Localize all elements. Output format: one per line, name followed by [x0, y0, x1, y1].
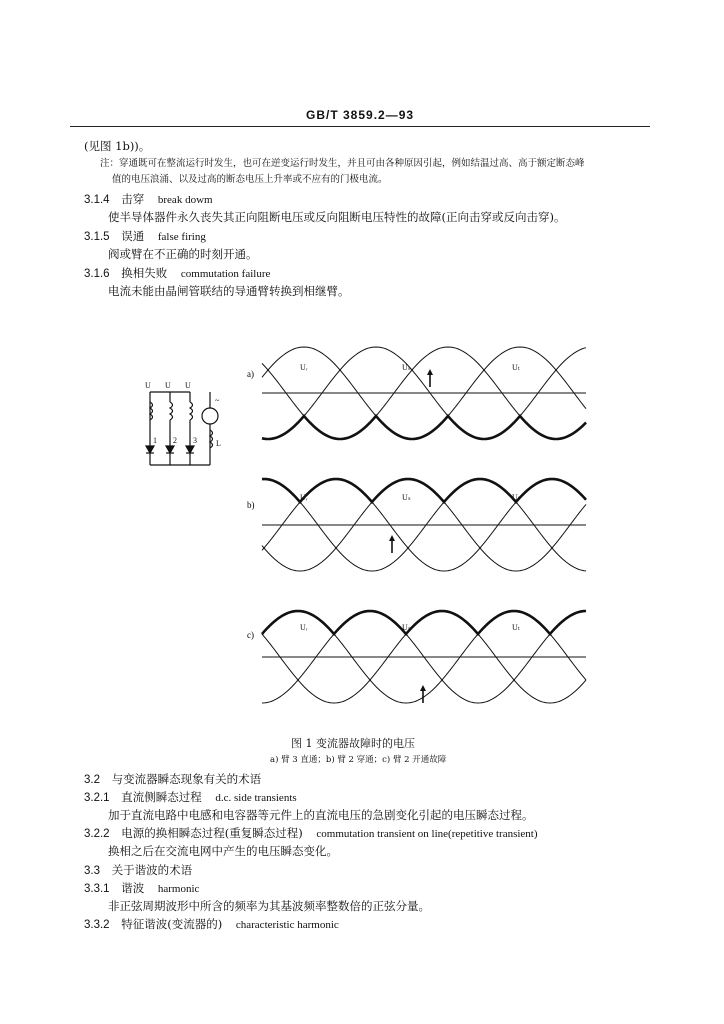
- panel-b-waveforms: [262, 479, 586, 571]
- term-cn: 谐波: [121, 881, 145, 895]
- panel-c-phase-label-1: Uᵣ: [300, 623, 308, 632]
- section-3-1-6-definition: 电流未能由晶闸管联结的导通臂转换到相继臂。: [108, 284, 350, 298]
- arm-number-2: 2: [173, 436, 177, 445]
- panel-b-phase-label-2: Uₛ: [402, 493, 411, 502]
- term-en: characteristic harmonic: [235, 919, 339, 931]
- panel-c-label: c): [247, 630, 254, 640]
- section-number: 3.3.1: [84, 883, 110, 895]
- term-cn: 击穿: [121, 192, 145, 206]
- section-3-1-6-heading: [84, 266, 270, 281]
- panel-c-fault-arrowhead: [420, 685, 426, 691]
- circuit-top-label-2: U: [165, 381, 171, 390]
- term-cn: 特征谐波(变流器的): [121, 917, 223, 931]
- section-3-2-2-definition: 换相之后在交流电网中产生的电压瞬态变化。: [108, 844, 338, 858]
- section-number: 3.2.2: [84, 828, 110, 840]
- section-number: 3.1.6: [84, 268, 110, 280]
- figure-subcaption: a) 臂 3 直通；b) 臂 2 穿通；c) 臂 2 开通故障: [270, 755, 447, 765]
- panel-a-waveforms: [262, 347, 586, 439]
- inductor-3: [190, 392, 193, 465]
- term-cn: 关于谐波的术语: [111, 863, 193, 877]
- section-number: 3.2.1: [84, 792, 110, 804]
- see-figure-line: (见图 1b))。: [84, 139, 151, 153]
- header-rule: [70, 126, 650, 127]
- panel-a-dc-envelope: [262, 416, 586, 439]
- section-number: 3.1.4: [84, 194, 110, 206]
- figure-1-graphic: [140, 330, 600, 725]
- section-3-1-4-heading: [84, 192, 213, 207]
- term-cn: 误通: [121, 229, 145, 243]
- source-label: ~: [215, 396, 220, 405]
- section-3-1-4-definition: 使半导体器件永久丧失其正向阻断电压或反向阻断电压特性的故障(正向击穿或反向击穿)。: [108, 210, 566, 224]
- section-3-2-2-heading: [84, 826, 538, 841]
- panel-a-phase-label-3: Uₜ: [512, 363, 521, 372]
- panel-b-label: b): [247, 500, 255, 510]
- ac-source-icon: [202, 408, 218, 424]
- diode-2: [166, 446, 174, 453]
- term-en: harmonic: [157, 883, 200, 895]
- section-3-1-5-definition: 阀或臂在不正确的时刻开通。: [108, 247, 258, 261]
- panel-b-fault-arrowhead: [389, 535, 395, 541]
- document-header: GB/T 3859.2—93: [306, 108, 415, 122]
- circuit-top-label-3: U: [185, 381, 191, 390]
- term-cn: 直流侧瞬态过程: [121, 790, 202, 804]
- section-3-2-1-heading: [84, 790, 297, 805]
- section-3-1-5-heading: [84, 229, 206, 244]
- term-en: false firing: [157, 231, 206, 243]
- panel-a-phase-label-2: Uₛ: [402, 363, 411, 372]
- panel-c-waveforms: [262, 611, 586, 703]
- section-3-3-2-heading: [84, 917, 339, 932]
- section-3-3-1-heading: [84, 881, 199, 896]
- section-number: 3.2: [84, 774, 100, 786]
- panel-c-dc-envelope: [262, 611, 586, 634]
- term-en: commutation failure: [180, 268, 271, 280]
- section-3-2-heading: [84, 772, 261, 787]
- diode-3: [186, 446, 194, 453]
- panel-b-phase-label-3: Uₜ: [512, 493, 521, 502]
- load-label: L: [216, 439, 221, 448]
- panel-b-phase-label-1: Uᵣ: [300, 493, 308, 502]
- term-en: d.c. side transients: [215, 792, 297, 804]
- panel-c-phase-label-3: Uₜ: [512, 623, 521, 632]
- diode-1: [146, 446, 154, 453]
- note-line-1: 注：穿通既可在整流运行时发生，也可在逆变运行时发生，并且可由各种原因引起，例如结温过高、高于额定断态峰: [100, 158, 585, 169]
- section-3-3-heading: [84, 863, 192, 878]
- term-cn: 与变流器瞬态现象有关的术语: [111, 772, 262, 786]
- section-3-2-1-definition: 加于直流电路中电感和电容器等元件上的直流电压的急剧变化引起的电压瞬态过程。: [108, 808, 534, 822]
- term-en: break dowm: [157, 194, 213, 206]
- arm-number-1: 1: [153, 436, 157, 445]
- section-3-3-1-definition: 非正弦周期波形中所含的频率为其基波频率整数倍的正弦分量。: [108, 899, 430, 913]
- figure-caption: 图 1 变流器故障时的电压: [291, 737, 415, 750]
- panel-a-phase-label-1: Uᵣ: [300, 363, 308, 372]
- circuit-diagram: [146, 392, 218, 465]
- section-number: 3.3.2: [84, 919, 110, 931]
- arm-number-3: 3: [193, 436, 197, 445]
- inductor-2: [170, 392, 173, 465]
- note-line-2: 值的电压浪涌、以及过高的断态电压上升率或不应有的门极电流。: [112, 174, 388, 185]
- panel-c-phase-label-2: Uₛ: [402, 623, 411, 632]
- term-cn: 换相失败: [121, 266, 168, 280]
- section-number: 3.3: [84, 865, 100, 877]
- panel-a-fault-arrowhead: [427, 369, 433, 375]
- panel-b-dc-envelope: [262, 479, 586, 502]
- term-en: commutation transient on line(repetitive transient): [316, 828, 538, 840]
- section-number: 3.1.5: [84, 231, 110, 243]
- term-cn: 电源的换相瞬态过程(重复瞬态过程): [121, 826, 303, 840]
- panel-a-label: a): [247, 369, 254, 379]
- circuit-top-label-1: U: [145, 381, 151, 390]
